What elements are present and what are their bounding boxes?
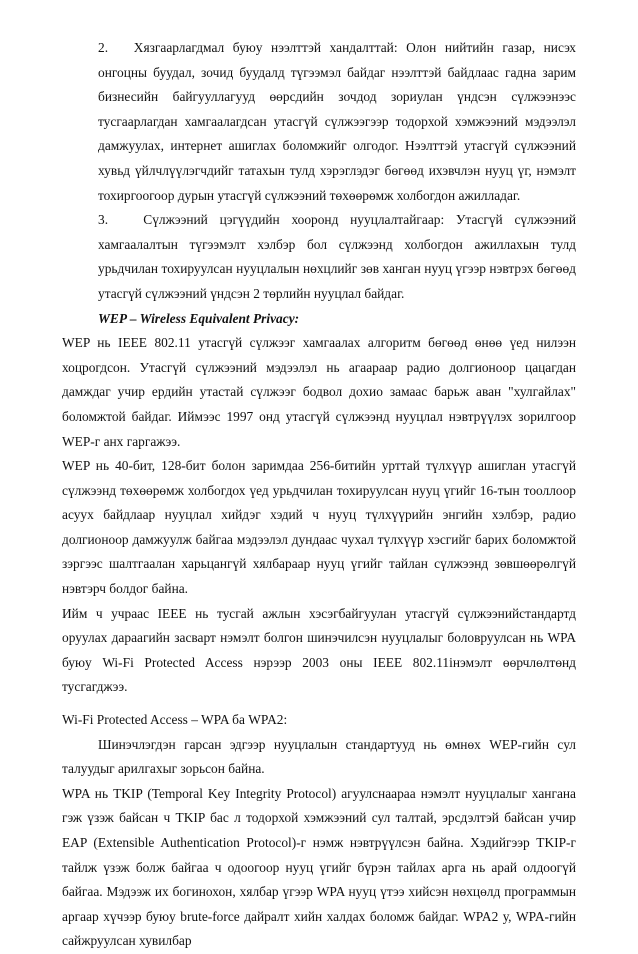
wep-paragraph-3: Ийм ч учраас IEEE нь тусгай ажлын хэсэгбайгуулан утасгүй сүлжээнийстандартд оруулах дараагийн засварт нэмэлт болгон шинэчилсэн нууцлалыг боловруулсан нь WPA буюу Wi-Fi Protected Access нэрээр 2003 оны IEEE 802.11інэмэлт өөрчлөлтөнд тусгагджээ. — [62, 605, 576, 695]
wpa-paragraph-1: Шинэчлэгдэн гарсан эдгээр нууцлалын стандартууд нь өмнөх WEP-гийн сул талуудыг арилгахыг зорьсон байна. — [62, 736, 576, 777]
document-body — [62, 36, 576, 954]
list-text-3: Сүлжээний цэгүүдийн хооронд нууцлалтайгаар: Утасгүй сүлжээний хамгаалалтын түгээмэлт хэлбэр бол сүлжээнд холбогдон ажиллахын тулд урьдчилан тохируулсан нууцлалын нөхцлийг зөв ханган нууц үгээр нэвтрэх бөгөөд утасгүй сүлжээний үндсэн 2 төрлийн нууцлал байдаг. — [98, 212, 577, 301]
wep-heading: WEP – Wireless Equivalent Privacy: — [98, 310, 300, 326]
wpa-heading: Wi-Fi Protected Access – WPA ба WPA2: — [62, 712, 288, 728]
wep-paragraph-2: WEP нь 40-бит, 128-бит болон заримдаа 256-битийн урттай түлхүүр ашиглан утасгүй сүлжээнд төхөөрөмж холбогдох үед урьдчилан тохируулсан нууц үгийг 16-тын тооллоор асуух байдлаар нууцлал хийдэг хэдий ч нууц түлхүүрийн энгийн хэлбэр, радио долгионоор дамжуулж байгаа мэдээлэл дундаас чухал түлхүүр хэсгийг барих боломжтой зэргээс шалтгаалан харьцангүй хялбараар нууц үгийг тайлан сүлжээнд зөвшөөрөлгүй нэвтэрч болдог байна. — [62, 458, 576, 597]
list-item-3 — [62, 208, 576, 306]
list-text-2: Хязгаарлагдмал буюу нээлттэй хандалттай: Олон нийтийн газар, нисэх онгоцны буудал, зочид буудалд түгээмэл байдаг нээлттэй байдлаас гадна зарим бизнесийн байгууллагууд өөрсдийн зочдод зориулан үндсэн сүлжээнээс тусгаарлагдан хамгаалагдсан утасгүй сүлжээгээр тодорхой хэмжээний мэдээлэл дамжуулах, интернет ашиглах боломжийг олгодог. Нээлттэй утасгүй сүлжээний хувьд үйлчлүүлэгчдийг татахын тулд хэрэглэдэг бөгөөд ихэвчлэн нууц үг, нэмэлт тохиргоогоор дурын утасгүй сүлжээний төхөөрөмж холбогдон ажилладаг. — [98, 40, 576, 203]
list-item-2 — [62, 36, 576, 208]
wpa-paragraph-2: WPA нь TKIP (Temporal Key Integrity Protocol) агуулснаараа нэмэлт нууцлалыг хангана гэж үзэж байсан ч TKIP бас л тодорхой хэмжээний сул талтай, эрсдэлтэй байсан учир EAP (Extensible Authentication Protocol)-г нэмж нэвтрүүлсэн байна. Хэдийгээр TKIP-г тайлж үзэж болж байгаа ч одоогоор нууц үгийг бүрэн тайлах арга нь арай олдоогүй байгаа. Мэдээж их богинохон, хялбар үгээр WPA нууц үтээ хийсэн нөхцөлд программын аргаар хүчээр буюу brute-force дайралт хийн халдах боломж байдаг. WPA2 у, WPA-гийн сайжруулсан хувилбар — [62, 785, 576, 949]
list-number-2: 2. — [98, 40, 109, 55]
list-number-3: 3. — [98, 212, 109, 228]
wep-paragraph-1: WEP нь IEEE 802.11 утасгүй сүлжээг хамгаалах алгоритм бөгөөд өнөө үед нилээн хоцрогдсон. Утасгүй сүлжээний мэдээлэл нь агаараар радио долгионоор цацагдан дамждаг учир ердийн утастай сүлжээг бодвол дохио замаас барьж аван "хулгайлах" боломжтой байдаг. Иймээс 1997 онд утасгүй сүлжээнд нууцлал нэвтрүүлэх зорилгоор WEP-г анх гаргажээ. — [62, 335, 576, 449]
